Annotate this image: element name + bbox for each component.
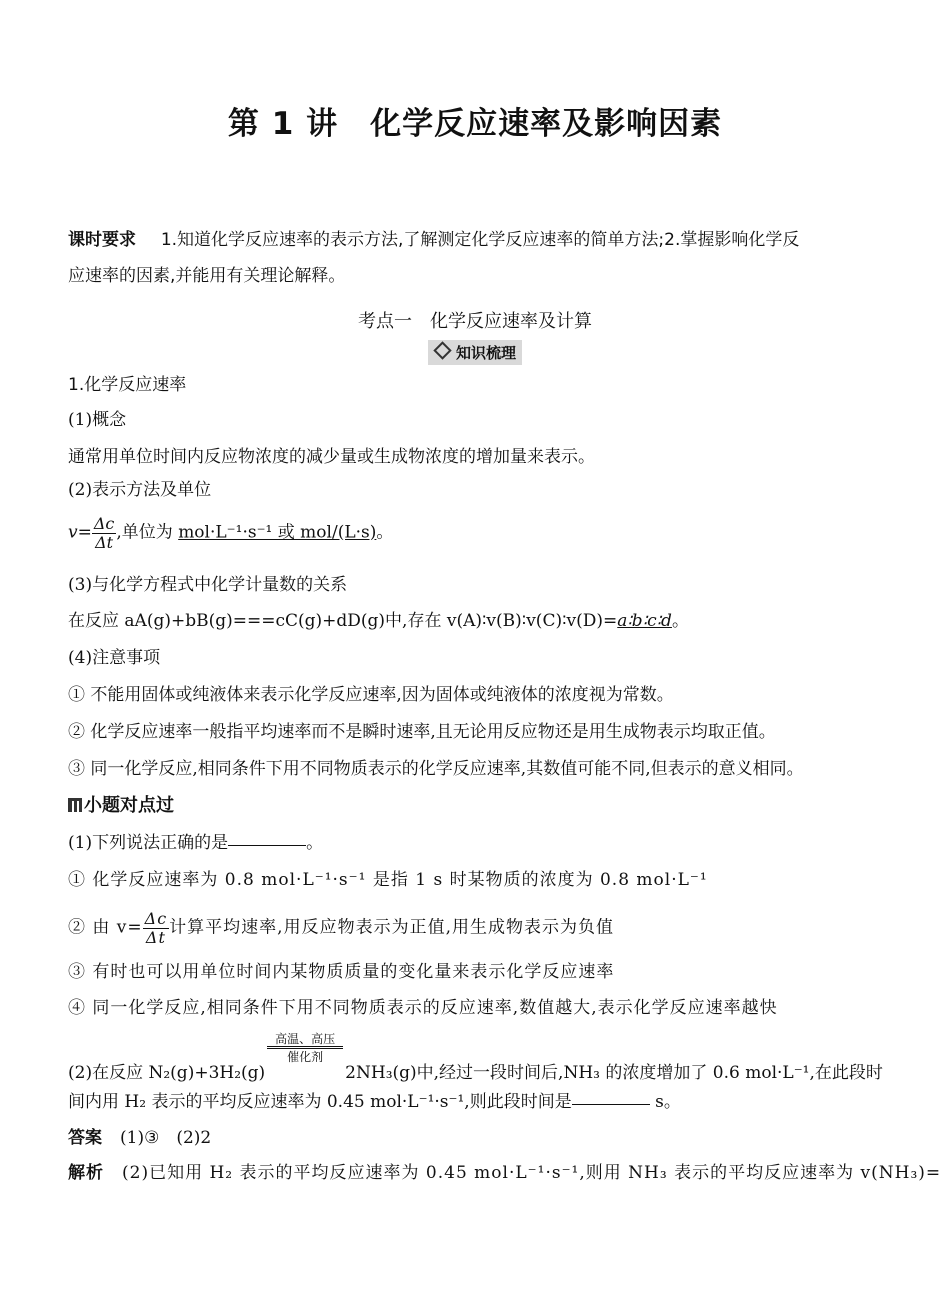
q1-stem-end: 。 — [306, 833, 324, 853]
answer-label: 答案 — [68, 1128, 102, 1148]
q1-fraction-numerator: Δc — [144, 909, 168, 928]
quiz-icon — [68, 798, 82, 812]
analysis-label: 解析 — [68, 1163, 104, 1183]
reversible-arrow-icon — [267, 1032, 343, 1075]
q1-stem-text: (1)下列说法正确的是 — [68, 833, 229, 853]
p1-label: (1)概念 — [68, 410, 127, 430]
page-title: 第 1 讲 化学反应速率及影响因素 — [227, 106, 723, 142]
p3-label: (3)与化学方程式中化学计量数的关系 — [68, 575, 348, 595]
p2-label: (2)表示方法及单位 — [68, 480, 212, 500]
heading-1: 1.化学反应速率 — [68, 375, 187, 395]
q2-line-1 — [68, 1032, 883, 1083]
analysis-line — [68, 1165, 941, 1182]
formula-unit: mol·L⁻¹·s⁻¹ 或 mol/(L·s) — [178, 522, 377, 543]
q2-products: 2NH₃(g)中,经过一段时间后,NH₃ 的浓度增加了 0.6 mol·L⁻¹,在此段时 — [345, 1063, 883, 1083]
q1-answer-blank — [228, 844, 306, 846]
badge-label: 知识梳理 — [455, 344, 516, 362]
section-heading: 考点一 化学反应速率及计算 — [358, 311, 592, 332]
requirement-label: 课时要求 — [68, 230, 136, 250]
fraction-denominator: Δt — [95, 532, 114, 552]
note-1: ① 不能用固体或纯液体来表示化学反应速率,因为固体或纯液体的浓度视为常数。 — [68, 685, 674, 705]
note-2: ② 化学反应速率一般指平均速率而不是瞬时速率,且无论用反应物还是用生成物表示均取正值。 — [68, 722, 776, 742]
q2-line-2-text: 间内用 H₂ 表示的平均反应速率为 0.45 mol·L⁻¹·s⁻¹,则此段时间是 — [68, 1092, 572, 1112]
answer-line — [68, 1130, 211, 1147]
knowledge-badge — [428, 340, 522, 365]
formula-v: v= — [68, 522, 92, 543]
q2-line-2-end: s。 — [649, 1092, 681, 1112]
q1-option-1: ① 化学反应速率为 0.8 mol·L⁻¹·s⁻¹ 是指 1 s 时某物质的浓度为 0.8 mol·L⁻¹ — [68, 870, 708, 890]
note-3: ③ 同一化学反应,相同条件下用不同物质表示的化学反应速率,其数值可能不同,但表示的意义相同。 — [68, 759, 804, 779]
q1-option-2-a: ② 由 v= — [68, 917, 143, 938]
p3-end: 。 — [671, 611, 689, 631]
q1-option-2-fraction — [143, 910, 170, 946]
p3-ratio: a∶b∶c∶d — [617, 611, 672, 631]
formula-line — [68, 515, 393, 551]
requirement-text-1: 1.知道化学反应速率的表示方法,了解测定化学反应速率的简单方法;2.掌握影响化学反 — [160, 230, 800, 250]
p3-text — [68, 613, 689, 630]
q1-option-3: ③ 有时也可以用单位时间内某物质质量的变化量来表示化学反应速率 — [68, 962, 615, 982]
p4-label: (4)注意事项 — [68, 648, 161, 668]
p1-text: 通常用单位时间内反应物浓度的减少量或生成物浓度的增加量来表示。 — [68, 447, 595, 467]
analysis-text: (2)已知用 H₂ 表示的平均反应速率为 0.45 mol·L⁻¹·s⁻¹,则用 NH₃ 表示的平均反应速率为 v(NH₃)= — [122, 1163, 942, 1183]
requirement-line-2: 应速率的因素,并能用有关理论解释。 — [68, 266, 346, 286]
quiz-heading — [68, 797, 174, 815]
q1-fraction-denominator: Δt — [145, 927, 166, 947]
requirement-line-1 — [68, 232, 799, 249]
p3-equation: 在反应 aA(g)+bB(g)===cC(g)+dD(g)中,存在 v(A)∶v(B)∶v(C)∶v(D)= — [68, 611, 618, 631]
formula-after: ,单位为 — [116, 522, 179, 543]
formula-end: 。 — [376, 522, 394, 543]
arrow-condition-bottom: 催化剂 — [287, 1050, 324, 1064]
fraction-numerator: Δc — [93, 514, 115, 533]
q1-option-2 — [68, 910, 614, 946]
formula-fraction — [92, 515, 117, 551]
q2-line-2 — [68, 1094, 681, 1111]
badge-row — [0, 340, 950, 365]
answer-text: (1)③ (2)2 — [120, 1128, 212, 1148]
q2-reactants: (2)在反应 N₂(g)+3H₂(g) — [68, 1063, 266, 1083]
q1-option-4: ④ 同一化学反应,相同条件下用不同物质表示的反应速率,数值越大,表示化学反应速率越快 — [68, 998, 778, 1018]
arrow-condition-top: 高温、高压 — [275, 1032, 336, 1046]
quiz-heading-label: 小题对点过 — [84, 795, 174, 816]
q1-option-2-b: 计算平均速率,用反应物表示为正值,用生成物表示为负值 — [169, 917, 614, 938]
q1-stem — [68, 835, 323, 852]
diamond-icon — [433, 341, 451, 359]
q2-answer-blank — [572, 1103, 650, 1105]
